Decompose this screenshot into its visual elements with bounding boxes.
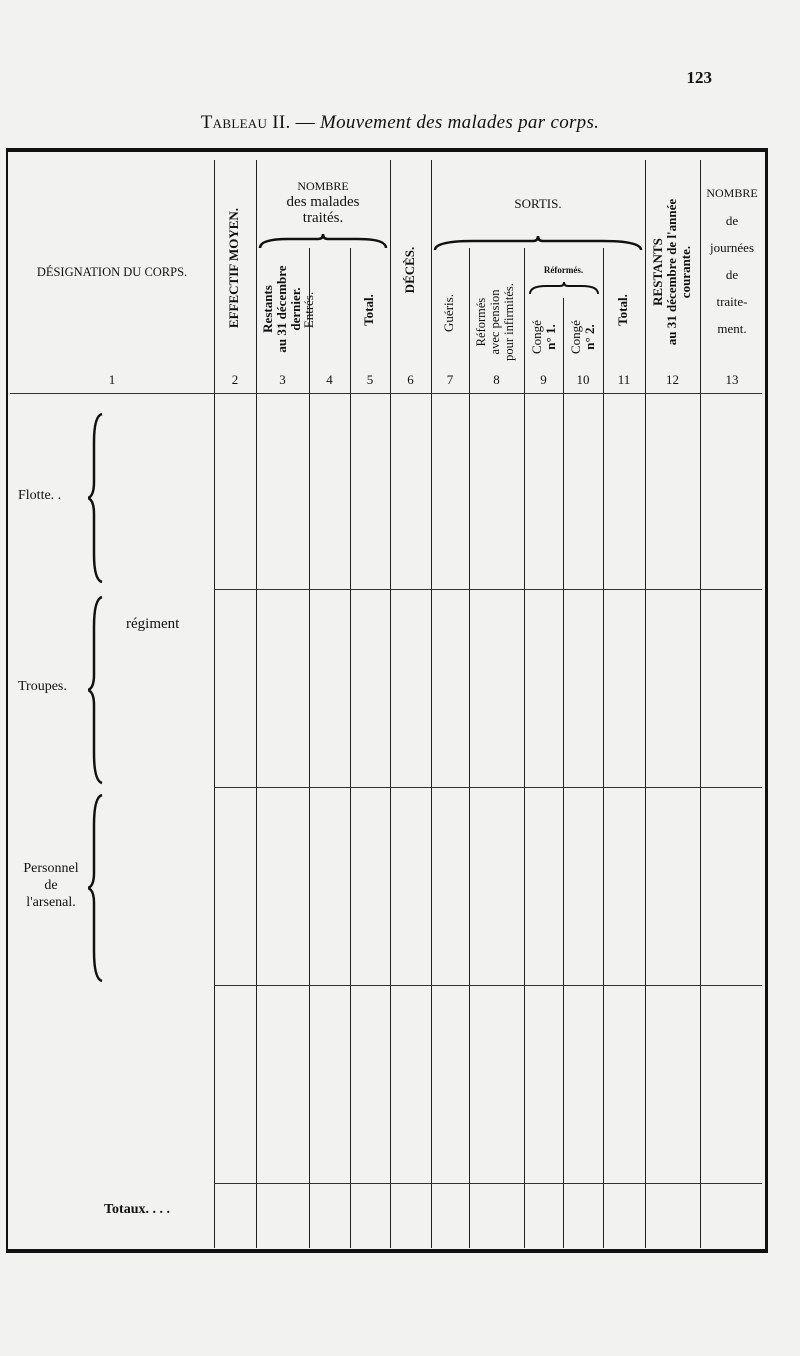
header-conge2 xyxy=(569,305,599,369)
col-divider xyxy=(645,160,646,1248)
header-designation: DÉSIGNATION DU CORPS. xyxy=(36,265,188,279)
col-number-5: 5 xyxy=(366,372,374,387)
sortis-brace xyxy=(433,236,643,252)
header-nombre-group xyxy=(256,178,390,226)
journees-line-3: journées xyxy=(709,240,755,255)
col-number-8: 8 xyxy=(493,372,500,387)
row-label-personnel xyxy=(14,860,88,911)
col-divider xyxy=(256,160,257,1248)
header-entres: Entrés. xyxy=(301,291,316,329)
journees-line-2: de xyxy=(725,213,739,228)
table-title-dash: — xyxy=(295,112,315,133)
col-divider xyxy=(524,248,525,1248)
header-conge1 xyxy=(530,305,560,369)
header-reformes: Réformés. xyxy=(543,265,584,275)
table-title-subject: Mouvement des malades par corps. xyxy=(319,112,600,133)
troupes-brace xyxy=(88,595,108,785)
col-divider xyxy=(309,248,310,1248)
header-reformes-pension xyxy=(474,266,518,378)
header-sortis: SORTIS. xyxy=(514,196,562,211)
restants-line-1: Restants xyxy=(260,285,275,333)
row-label-regiment: régiment xyxy=(126,616,180,632)
col-divider xyxy=(350,248,351,1248)
col-divider xyxy=(390,160,391,1248)
restants-courante-line-2: au 31 décembre de l'année xyxy=(664,198,679,346)
header-total: Total. xyxy=(361,294,376,326)
col-number-11: 11 xyxy=(617,372,631,387)
header-deces: DÉCÈS. xyxy=(402,246,417,294)
header-effectif: EFFECTIF MOYEN. xyxy=(226,207,241,329)
header-rule xyxy=(10,393,762,394)
col-number-6: 6 xyxy=(407,372,414,387)
personnel-line-2: de xyxy=(44,878,58,893)
row-label-flotte: Flotte. . xyxy=(18,488,62,503)
restants-courante-line-1: RESTANTS xyxy=(650,238,665,306)
col-number-7: 7 xyxy=(446,372,454,387)
col-number-9: 9 xyxy=(540,372,547,387)
col-number-10: 10 xyxy=(576,372,590,387)
journees-line-6: ment. xyxy=(717,321,747,336)
reformes-brace xyxy=(528,282,600,296)
col-divider xyxy=(214,160,215,1248)
conge1-line-1: Congé xyxy=(529,320,544,354)
col-number-2: 2 xyxy=(231,372,239,387)
header-total-sortis: Total. xyxy=(615,294,630,326)
nombre-line-2: des malades xyxy=(286,194,360,210)
row-label-totaux: Totaux. . . . xyxy=(104,1202,171,1217)
row-label-troupes: Troupes. xyxy=(18,679,67,694)
conge1-line-2: n° 1. xyxy=(543,324,558,350)
header-gueris: Guéris. xyxy=(441,294,456,332)
row-separator xyxy=(214,1183,762,1184)
col-number-3: 3 xyxy=(279,372,286,387)
conge2-line-2: n° 2. xyxy=(582,324,597,350)
personnel-brace xyxy=(88,793,108,983)
header-restants-courante xyxy=(651,172,695,372)
col-divider xyxy=(603,248,604,1248)
table-title-lead: Tableau II. xyxy=(200,112,291,133)
row-separator xyxy=(214,985,762,986)
col-number-4: 4 xyxy=(326,372,333,387)
table-title xyxy=(0,112,800,134)
reformes-line-3: pour infirmités. xyxy=(502,283,516,361)
page-number: 123 xyxy=(686,68,712,87)
nombre-line-3: traités. xyxy=(302,210,344,226)
header-restants-dernier xyxy=(261,242,305,376)
col-number-13: 13 xyxy=(725,372,739,387)
col-divider xyxy=(563,298,564,1248)
restants-courante-line-3: courante. xyxy=(678,245,693,299)
col-divider xyxy=(469,248,470,1248)
col-divider xyxy=(431,160,432,1248)
personnel-line-1: Personnel xyxy=(23,861,79,876)
col-number-12: 12 xyxy=(666,372,679,387)
col-number-1: 1 xyxy=(108,372,116,387)
journees-line-4: de xyxy=(725,267,739,282)
header-journees xyxy=(700,180,764,342)
flotte-brace xyxy=(88,412,108,584)
reformes-line-1: Réformés xyxy=(474,297,488,347)
reformes-line-2: avec pension xyxy=(488,289,502,355)
restants-line-3: dernier. xyxy=(288,287,303,331)
restants-line-2: au 31 décembre xyxy=(274,265,289,353)
journees-line-5: traite- xyxy=(716,294,748,309)
row-separator xyxy=(214,787,762,788)
personnel-line-3: l'arsenal. xyxy=(26,895,76,910)
conge2-line-1: Congé xyxy=(568,320,583,354)
row-separator xyxy=(214,589,762,590)
nombre-line-1: NOMBRE xyxy=(297,179,349,193)
journees-line-1: NOMBRE xyxy=(706,186,758,200)
